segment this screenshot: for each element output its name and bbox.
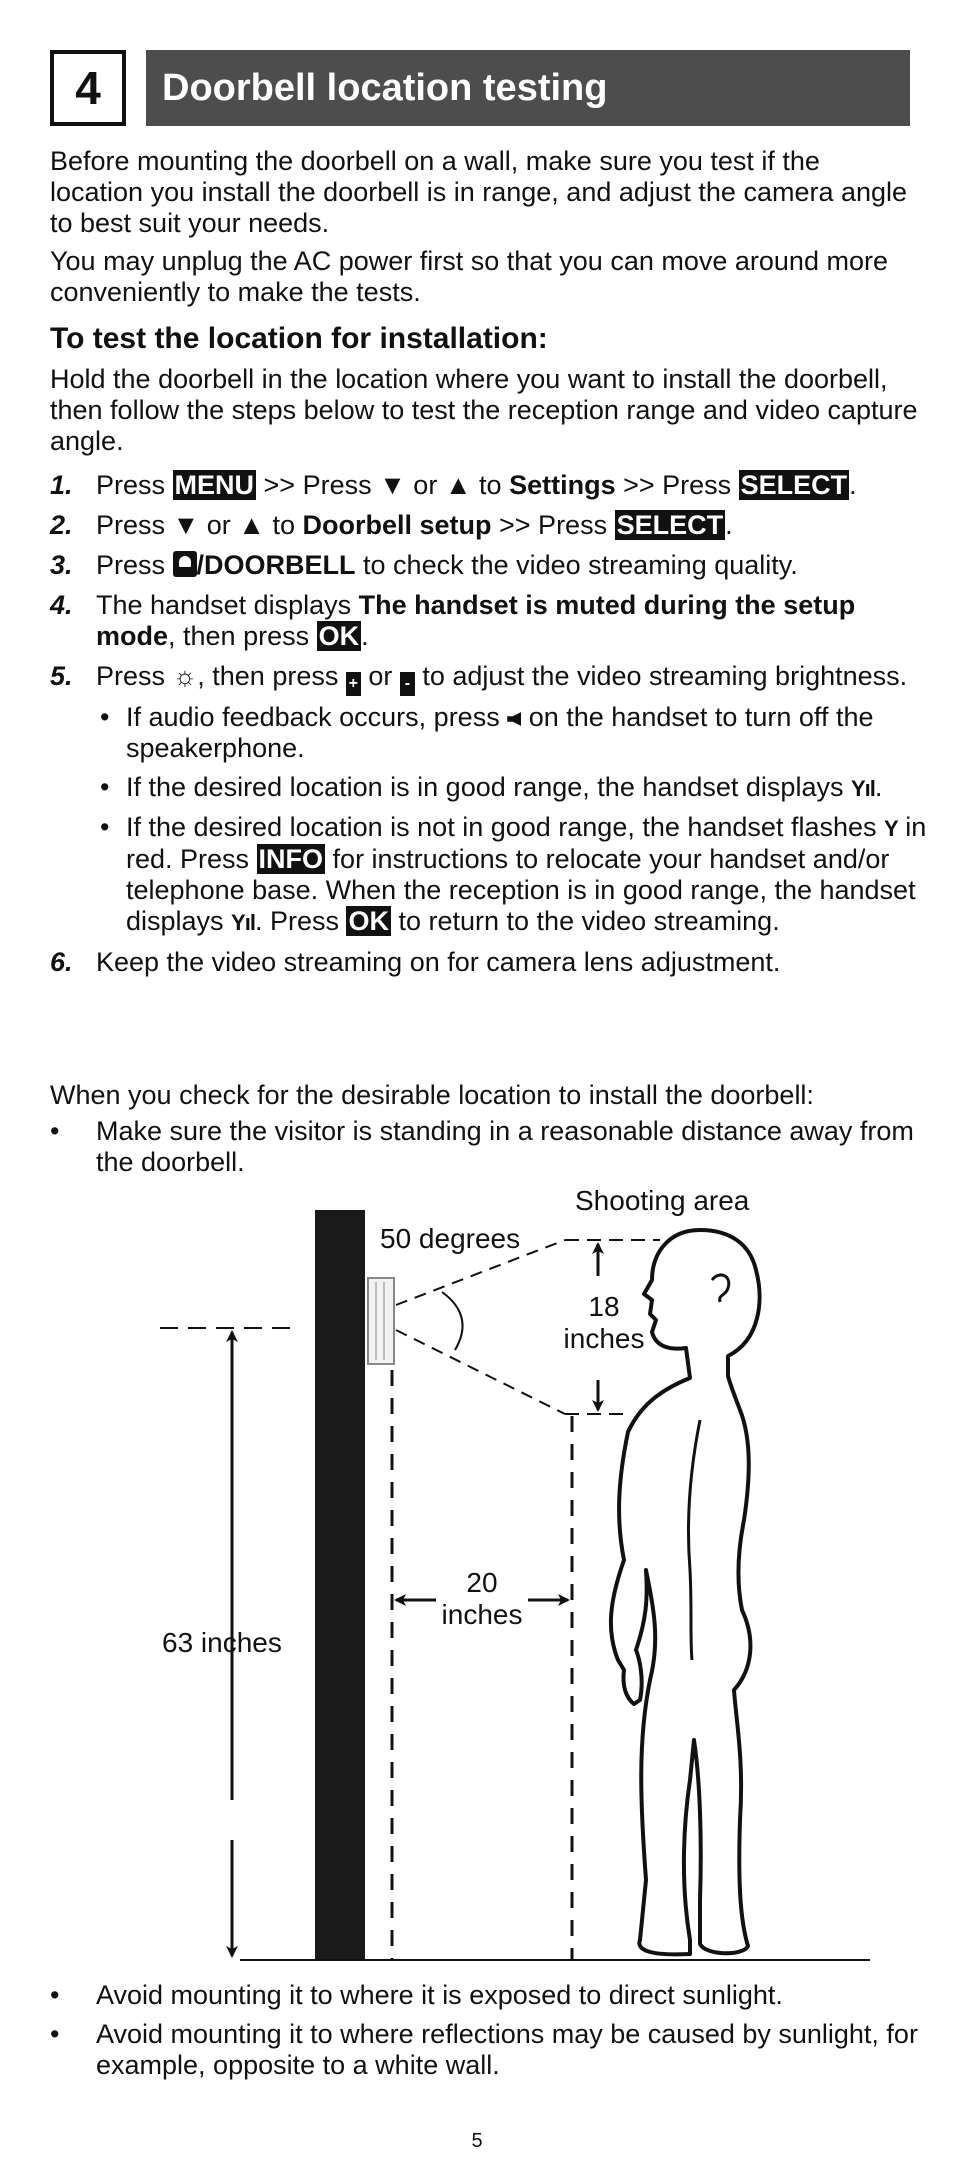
step-number-box: 4 [50,50,126,126]
step-5-bullets [96,702,930,938]
bullet-not-in-range [96,812,930,938]
step-text: Keep the video streaming on for camera lens adjustment. [96,947,781,977]
signal-strength-icon: Yıl [850,776,875,801]
step-text: >> Press ▼ or ▲ to [256,470,510,500]
step-text: . [725,510,733,540]
step-number: 4. [50,590,73,620]
sunlight-tips-list [50,1980,930,2089]
angle-label: 50 degrees [380,1223,521,1254]
muted-message: The handset is muted during the setup mode [96,590,856,651]
step-text: The handset displays [96,590,359,620]
bullet-text: If the desired location is not in good range, the handset flashes [126,812,885,842]
location-check-paragraph: When you check for the desirable location to install the doorbell: [50,1080,814,1110]
select-key: SELECT [616,510,724,540]
mount-height-label: 63 inches [162,1627,282,1658]
height-value: 18 [588,1291,620,1322]
step-number: 3. [50,550,73,580]
angle-arc [442,1292,463,1350]
section-header [50,50,910,126]
visitor-ear [712,1275,729,1302]
bullet-text: on the handset to turn off the speakerphone. [126,702,874,763]
step-1 [50,470,930,501]
minus-key-icon: - [400,672,415,696]
doorbell-key-icon [173,551,197,577]
subheading: To test the location for installation: [50,322,548,355]
step-2 [50,510,930,541]
step-number: 6. [50,947,73,977]
tip-visitor-distance: • Make sure the visitor is standing in a reasonable distance away from the doorbell. [50,1116,930,1178]
step-6 [50,947,930,978]
bullet-text: for instructions to relocate your handset and/or telephone base. When the reception is in good range, the handset displays [126,844,916,936]
step-text: Press [96,470,173,500]
step-text: >> Press [491,510,615,540]
page-number: 5 [471,2130,483,2152]
tip-reflections: • Avoid mounting it to where reflections may be caused by sunlight, for example, opposite to a white wall. [50,2019,930,2081]
step-text: >> Press [615,470,739,500]
location-tips-list [50,1116,930,1186]
intro-paragraph-2: You may unplug the AC power first so that you can move around more conveniently to make the tests. [50,246,888,307]
select-key: SELECT [740,470,848,500]
view-line-bottom [396,1330,565,1414]
bullet-text: . Press [254,906,347,936]
steps-list [50,470,930,987]
step-number: 1. [50,470,73,500]
doorbell-key-label: /DOORBELL [196,550,356,580]
installation-diagram [0,1180,954,1980]
step-text: to adjust the video streaming brightness. [414,661,908,691]
step-text: . [849,470,857,500]
signal-strength-icon: Yıl [231,910,255,935]
step-text: to check the video streaming quality. [355,550,798,580]
plus-key-icon: + [346,672,361,696]
bullet-text: to return to the video streaming. [390,906,780,936]
instructions-paragraph: Hold the doorbell in the location where you want to install the doorbell, then follow the steps below to test the reception range and video capture angle. [50,364,918,456]
step-text: or [360,661,400,691]
intro-paragraph-1: Before mounting the doorbell on a wall, make sure you test if the location you install the doorbell is in range, and adjust the camera angle to best suit your needs. [50,146,908,238]
wall [315,1210,365,1960]
step-text: . [361,621,369,651]
height-unit: inches [563,1323,645,1354]
step-text: Press ☼, then press [96,661,346,691]
bullet-text: If the desired location is in good range, the handset displays [126,772,851,802]
section-title: Doorbell location testing [146,50,910,126]
bullet-text: in red. Press [126,812,927,874]
step-3 [50,550,930,581]
info-key: INFO [258,844,324,874]
step-5 [50,661,930,938]
doorbell-setup-label: Doorbell setup [302,510,492,540]
doorbell-device [368,1278,394,1364]
ok-key: OK [348,906,389,936]
tip-direct-sunlight: • Avoid mounting it to where it is exposed to direct sunlight. [50,1980,930,2011]
step-number: 2. [50,510,73,540]
distance-value: 20 [466,1567,498,1598]
visitor-arm [688,1420,700,1660]
speaker-icon [507,712,521,726]
distance-unit: inches [441,1599,523,1630]
shooting-area-label: Shooting area [575,1185,750,1216]
step-number: 5. [50,661,73,691]
bullet-text: . [874,772,883,802]
bullet-text: If audio feedback occurs, press [126,702,508,732]
ok-key: OK [318,621,360,651]
step-text: Press ▼ or ▲ to [96,510,303,540]
bullet-good-range [96,772,930,804]
bullet-audio-feedback [96,702,930,764]
step-text: , then press [168,621,317,651]
signal-low-icon: Y [884,816,898,841]
menu-key: MENU [174,470,255,500]
step-text: Press [96,550,173,580]
settings-label: Settings [509,470,616,500]
step-4 [50,590,930,652]
